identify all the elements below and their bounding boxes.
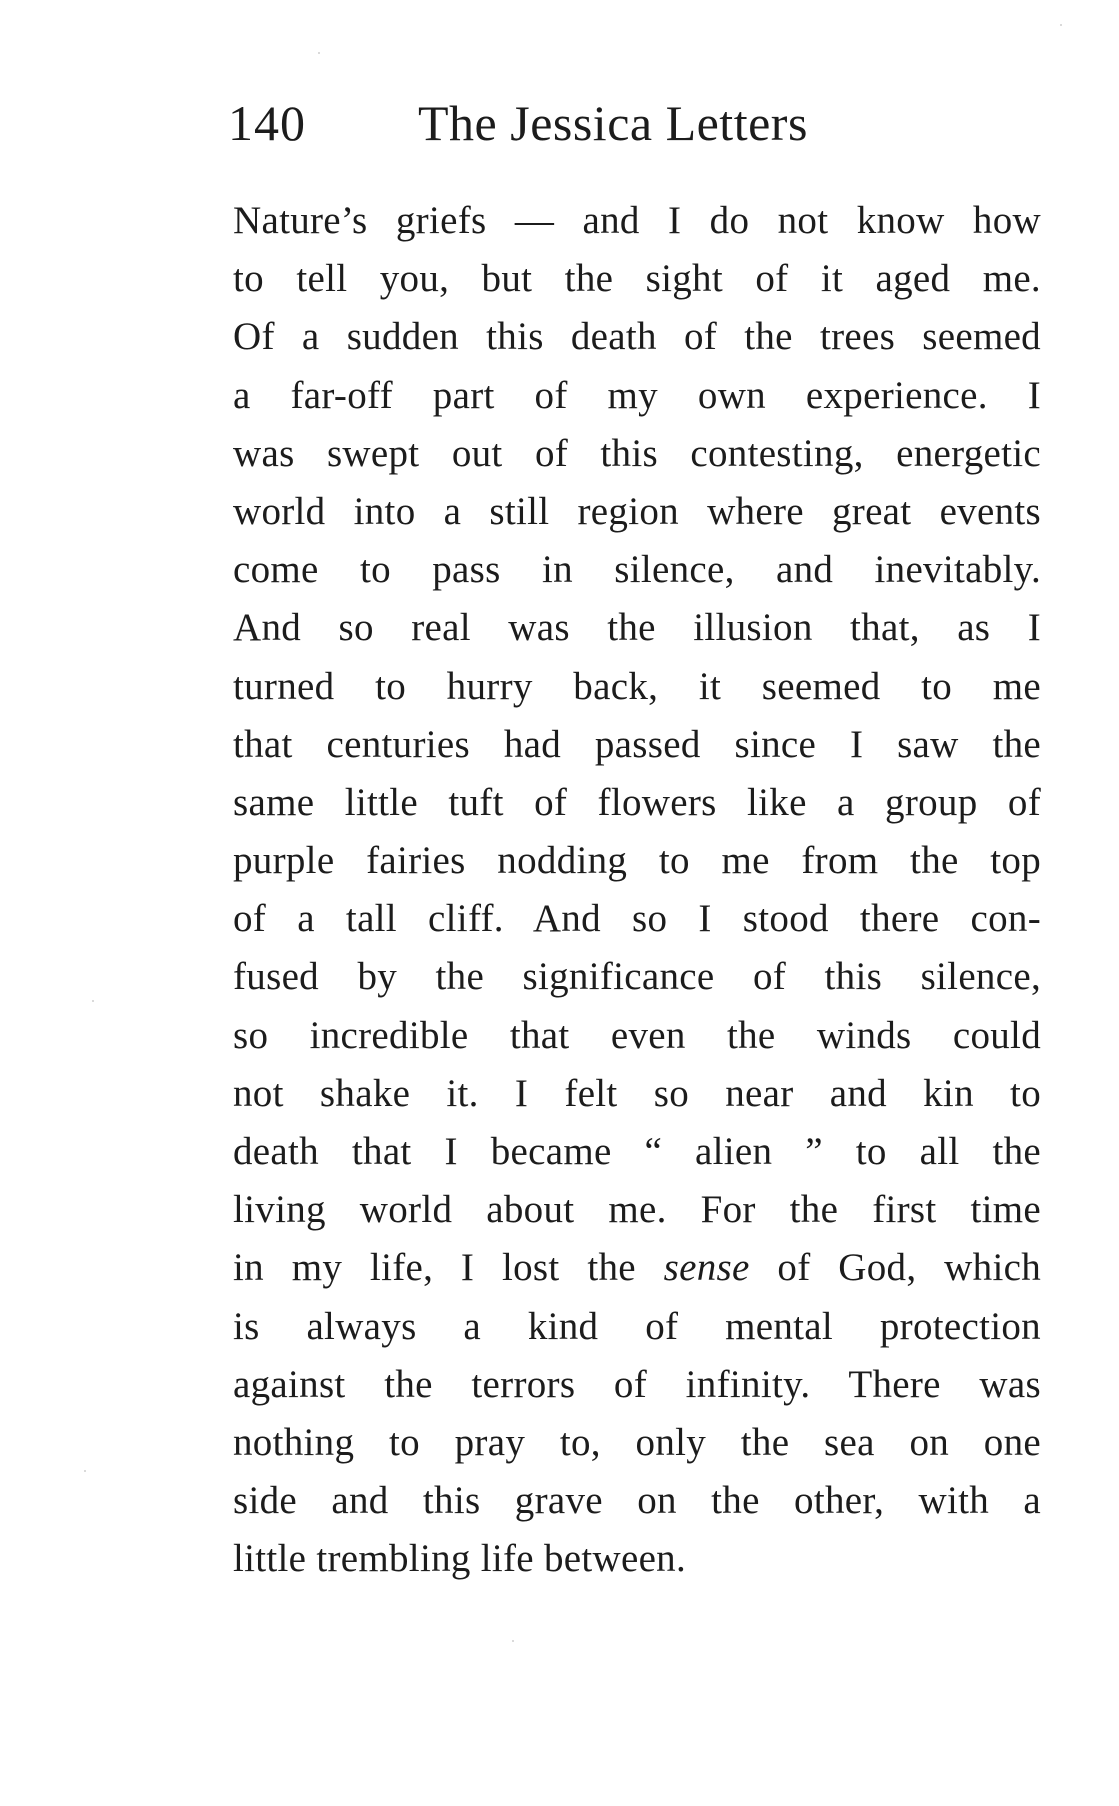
paper-speck: [92, 1000, 94, 1002]
page-header: [228, 88, 1048, 158]
text-line: against the terrors of infinity. There was: [233, 1362, 1041, 1406]
paper-speck: [318, 52, 320, 54]
text-line-with-italic: [233, 1239, 1041, 1297]
paper-speck: [84, 1470, 86, 1472]
page-number: 140: [228, 95, 306, 151]
text-line: same little tuft of flowers like a group of: [233, 780, 1041, 824]
text-line: Nature’s griefs — and I do not know how: [233, 199, 1041, 242]
paper-speck: [1060, 24, 1062, 26]
text-line: is always a kind of mental protection: [233, 1304, 1041, 1348]
text-line: Of a sudden this death of the trees seemed: [233, 315, 1041, 359]
paper-speck: [512, 1640, 514, 1642]
text-line: a far-off part of my own experience. I: [233, 373, 1041, 417]
text-line: side and this grave on the other, with a: [233, 1479, 1041, 1523]
text-line: that centuries had passed since I saw the: [233, 722, 1041, 766]
text-line: so incredible that even the winds could: [233, 1013, 1041, 1057]
text-line: living world about me. For the first time: [233, 1188, 1041, 1232]
text-line: turned to hurry back, it seemed to me: [233, 664, 1041, 708]
text-line: come to pass in silence, and inevitably.: [233, 548, 1041, 592]
text-line: And so real was the illusion that, as I: [233, 606, 1041, 650]
italic-word: sense: [663, 1246, 750, 1290]
running-title: The Jessica Letters: [418, 95, 808, 151]
text-line: purple fairies nodding to me from the top: [233, 839, 1041, 883]
text-line: world into a still region where great events: [233, 489, 1041, 533]
text-line: nothing to pray to, only the sea on one: [233, 1420, 1041, 1464]
text-segment: in my life, I lost the: [233, 1246, 664, 1290]
text-line: to tell you, but the sight of it aged me.: [233, 257, 1041, 301]
text-line: was swept out of this contesting, energetic: [233, 431, 1041, 475]
text-line: fused by the significance of this silence,: [233, 955, 1041, 999]
body-text: [233, 192, 1041, 1589]
text-segment: of God, which: [749, 1246, 1041, 1290]
text-line: death that I became “ alien ” to all the: [233, 1130, 1041, 1173]
text-line-last: little trembling life between.: [233, 1537, 687, 1581]
text-line: not shake it. I felt so near and kin to: [233, 1071, 1041, 1115]
text-line: of a tall cliff. And so I stood there con-: [233, 897, 1041, 941]
